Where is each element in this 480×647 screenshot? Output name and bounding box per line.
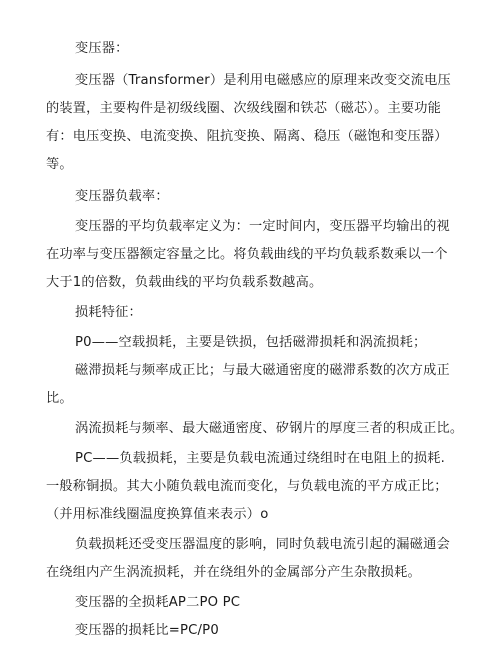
paragraph-line: 等。 — [46, 157, 73, 172]
paragraph-line: 有：电压变换、电流变换、阻抗变换、隔离、稳压（磁饱和变压器） — [46, 129, 448, 144]
formula-total-loss: 变压器的全损耗AP二PO PC — [75, 595, 241, 610]
heading-loss-features: 损耗特征： — [75, 305, 142, 320]
paragraph-line: 涡流损耗与频率、最大磁通密度、矽钢片的厚度三者的积成正比。 — [75, 421, 464, 436]
formula-loss-ratio: 变压器的损耗比=PC/P0 — [75, 623, 219, 638]
paragraph-line: 的装置，主要构件是初级线圈、次级线圈和铁芯（磁芯）。主要功能 — [46, 101, 442, 116]
paragraph-line: 一般称铜损。其大小随负载电流而变化，与负载电流的平方成正比； — [46, 479, 448, 494]
paragraph-line: P0——空载损耗，主要是铁损，包括磁滞损耗和涡流损耗； — [75, 335, 427, 350]
paragraph-line: 磁滞损耗与频率成正比；与最大磁通密度的磁滞系数的次方成正 — [75, 363, 450, 378]
heading-transformer: 变压器： — [75, 41, 129, 56]
paragraph-line: 大于1的倍数，负载曲线的平均负载系数越高。 — [46, 275, 323, 290]
paragraph-line: 在功率与变压器额定容量之比。将负载曲线的平均负载系数乘以一个 — [46, 247, 448, 262]
paragraph-line: 变压器（Transformer）是利用电磁感应的原理来改变交流电压 — [75, 73, 451, 88]
paragraph-line: PC——负载损耗，主要是负载电流通过绕组时在电阻上的损耗. — [75, 451, 446, 466]
paragraph-line: 负载损耗还受变压器温度的影响，同时负载电流引起的漏磁通会 — [75, 537, 450, 552]
paragraph-line: （并用标准线圈温度换算值来表示）o — [46, 507, 269, 522]
paragraph-line: 比。 — [46, 391, 73, 406]
paragraph-line: 变压器的平均负载率定义为：一定时间内，变压器平均输出的视 — [75, 219, 450, 234]
heading-load-rate: 变压器负载率： — [75, 189, 169, 204]
paragraph-line: 在绕组内产生涡流损耗，并在绕组外的金属部分产生杂散损耗。 — [46, 565, 421, 580]
